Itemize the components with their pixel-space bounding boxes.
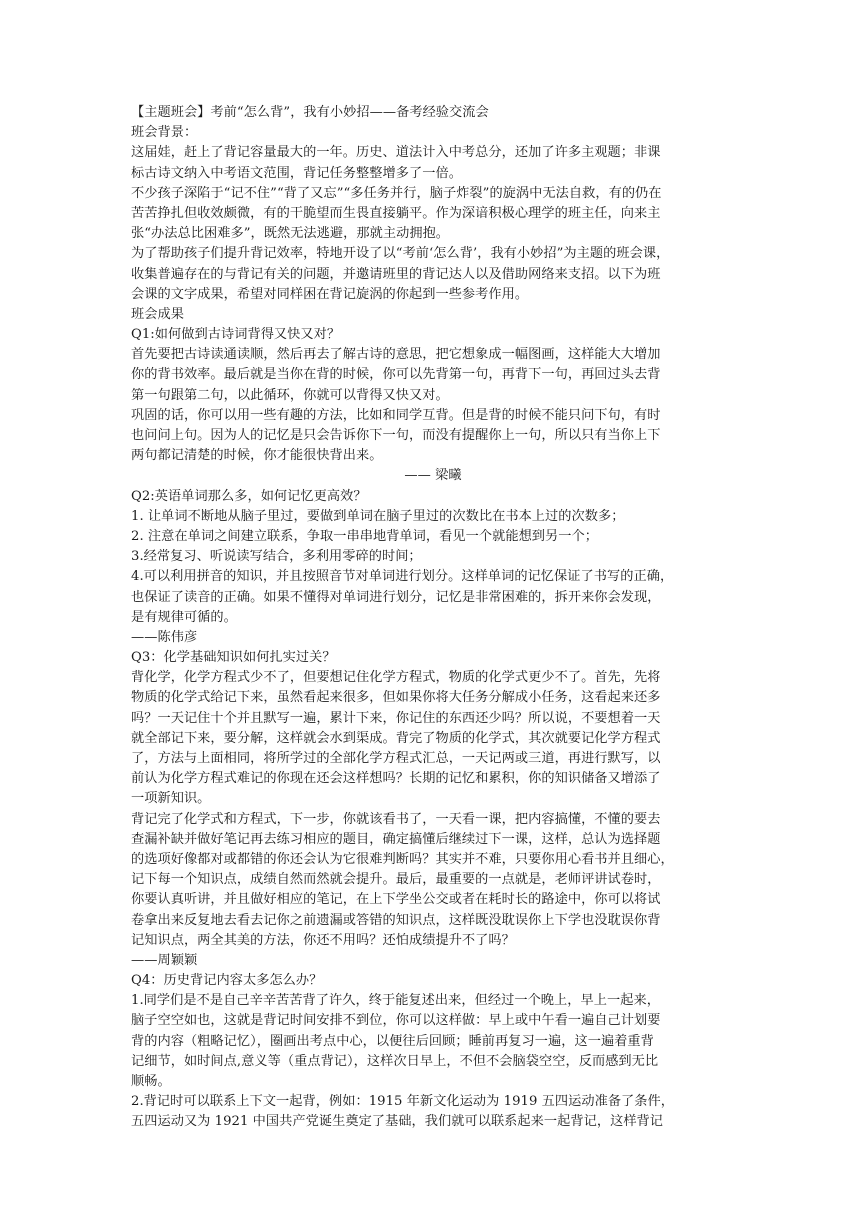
paragraph-line: 标古诗文纳入中考语文范围，背记任务整整增多了一倍。 — [131, 165, 462, 181]
paragraph-line: 记细节，如时间点,意义等（重点背记），这样次日早上，不但不会脑袋空空，反而感到无比 — [131, 1053, 659, 1069]
paragraph-line: 你的背书效率。最后就是当你在背的时候，你可以先背第一句，再背下一句，再回过头去背 — [131, 367, 661, 383]
list-item: 1.同学们是不是自己辛辛苦苦背了许久，终于能复述出来，但经过一个晚上，早上一起来， — [131, 993, 660, 1009]
list-item: 1. 让单词不断地从脑子里过，要做到单词在脑子里过的次数比在书本上过的次数多； — [131, 508, 625, 524]
paragraph-line: 的选项好像都对或都错的你还会认为它很难判断吗？其实并不难，只要你用心看书并且细心， — [131, 851, 674, 867]
paragraph-line: 查漏补缺并做好笔记再去练习相应的题目，确定搞懂后继续过下一课，这样，总认为选择题 — [131, 831, 661, 847]
list-item: 3.经常复习、听说读写结合，多利用零碎的时间； — [131, 549, 422, 565]
paragraph-line: 收集普遍存在的与背记有关的问题，并邀请班里的背记达人以及借助网络来支招。以下为班 — [131, 266, 661, 282]
paragraph-line: 会课的文字成果，希望对同样困在背记旋涡的你起到一些参考作用。 — [131, 286, 529, 302]
paragraph-line: 不少孩子深陷于“记不住”“背了又忘”“多任务并行，脑子炸裂”的旋涡中无法自救，有的仍在 — [131, 185, 662, 201]
question-heading-q1: Q1:如何做到古诗词背得又快又对？ — [131, 327, 341, 343]
author-signature: ——陈伟彦 — [131, 629, 198, 645]
document-body — [131, 103, 735, 1133]
paragraph-line: 背化学，化学方程式少不了，但要想记住化学方程式，物质的化学式更少不了。首先，先将 — [131, 670, 661, 686]
question-heading-q2: Q2:英语单词那么多，如何记忆更高效？ — [131, 488, 367, 504]
list-item: 2. 注意在单词之间建立联系，争取一串串地背单词，看见一个就能想到另一个； — [131, 528, 598, 544]
document-title: 【主题班会】考前“怎么背”，我有小妙招——备考经验交流会 — [131, 105, 489, 120]
section-heading-results: 班会成果 — [131, 306, 184, 322]
paragraph-line: 第一句跟第二句，以此循环，你就可以背得又快又对。 — [131, 387, 449, 403]
list-item: 2.背记时可以联系上下文一起背，例如：1915 年新文化运动为 1919 五四运动准备了条件， — [131, 1094, 675, 1110]
paragraph-line: 首先要把古诗读通读顺，然后再去了解古诗的意思，把它想象成一幅图画，这样能大大增加 — [131, 347, 661, 363]
paragraph-line: 物质的化学式给记下来，虽然看起来很多，但如果你将大任务分解成小任务，这看起来还多 — [131, 690, 661, 706]
paragraph-line: 巩固的话，你可以用一些有趣的方法，比如和同学互背。但是背的时候不能只问下句，有时 — [131, 407, 661, 423]
paragraph-line: 一项新知识。 — [131, 791, 211, 807]
paragraph-line: 这届娃，赶上了背记容量最大的一年。历史、道法计入中考总分，还加了许多主观题；非课 — [131, 145, 661, 161]
paragraph-line: 记下每一个知识点，成绩自然而然就会提升。最后，最重要的一点就是，老师评讲试卷时， — [131, 872, 661, 888]
paragraph-line: 是有规律可循的。 — [131, 609, 237, 625]
paragraph-line: 背记完了化学式和方程式，下一步，你就该看书了，一天看一课，把内容搞懂，不懂的要去 — [131, 811, 661, 827]
paragraph-line: 张“办法总比困难多”，既然无法逃避，那就主动拥抱。 — [131, 226, 450, 242]
author-signature: —— 梁曦 — [404, 468, 462, 484]
section-heading-background: 班会背景： — [131, 125, 198, 141]
paragraph-line: 也保证了读音的正确。如果不懂得对单词进行划分，记忆是非常困难的，拆开来你会发现， — [131, 589, 661, 605]
question-heading-q3: Q3：化学基础知识如何扎实过关？ — [131, 650, 336, 666]
author-signature: ——周颖颖 — [131, 952, 198, 968]
paragraph-line: 记知识点，两全其美的方法，你还不用吗？还怕成绩提升不了吗？ — [131, 932, 515, 948]
list-item: 4.可以利用拼音的知识，并且按照音节对单词进行划分。这样单词的记忆保证了书写的正确， — [131, 569, 674, 585]
paragraph-line: 前认为化学方程式难记的你现在还会这样想吗？长期的记忆和累积，你的知识储备又增添了 — [131, 771, 661, 787]
paragraph-line: 背的内容（粗略记忆），圈画出考点中心，以便往后回顾；睡前再复习一遍，这一遍着重背 — [131, 1033, 654, 1049]
paragraph-line: 苦苦挣扎但收效颇微，有的干脆望而生畏直接躺平。作为深谙积极心理学的班主任，向来主 — [131, 205, 661, 221]
paragraph-line: 你要认真听讲，并且做好相应的笔记，在上下学坐公交或者在耗时长的路途中，你可以将试 — [131, 892, 661, 908]
paragraph-line: 两句都记清楚的时候，你才能很快背出来。 — [131, 448, 383, 464]
paragraph-line: 也问问上句。因为人的记忆是只会告诉你下一句，而没有提醒你上一句，所以只有当你上下 — [131, 428, 661, 443]
paragraph-line: 五四运动又为 1921 中国共产党诞生奠定了基础，我们就可以联系起来一起背记，这样背记 — [131, 1114, 664, 1130]
paragraph-line: 了，方法与上面相同，将所学过的全部化学方程式汇总，一天记两或三道，再进行默写，以 — [131, 751, 661, 766]
paragraph-line: 吗？一天记住十个并且默写一遍，累计下来，你记住的东西还少吗？所以说，不要想着一天 — [131, 710, 661, 726]
paragraph-line: 卷拿出来反复地去看去记你之前遗漏或答错的知识点，这样既没耽误你上下学也没耽误你背 — [131, 912, 661, 928]
question-heading-q4: Q4：历史背记内容太多怎么办？ — [131, 973, 323, 989]
paragraph-line: 脑子空空如也，这就是背记时间安排不到位，你可以这样做：早上或中午看一遍自己计划要 — [131, 1013, 661, 1029]
paragraph-line: 顺畅。 — [131, 1074, 171, 1089]
paragraph-line: 为了帮助孩子们提升背记效率，特地开设了以“考前‘怎么背’，我有小妙招”为主题的班会课， — [131, 246, 670, 262]
paragraph-line: 就全部记下来，要分解，这样就会水到渠成。背完了物质的化学式，其次就要记化学方程式 — [131, 730, 661, 746]
